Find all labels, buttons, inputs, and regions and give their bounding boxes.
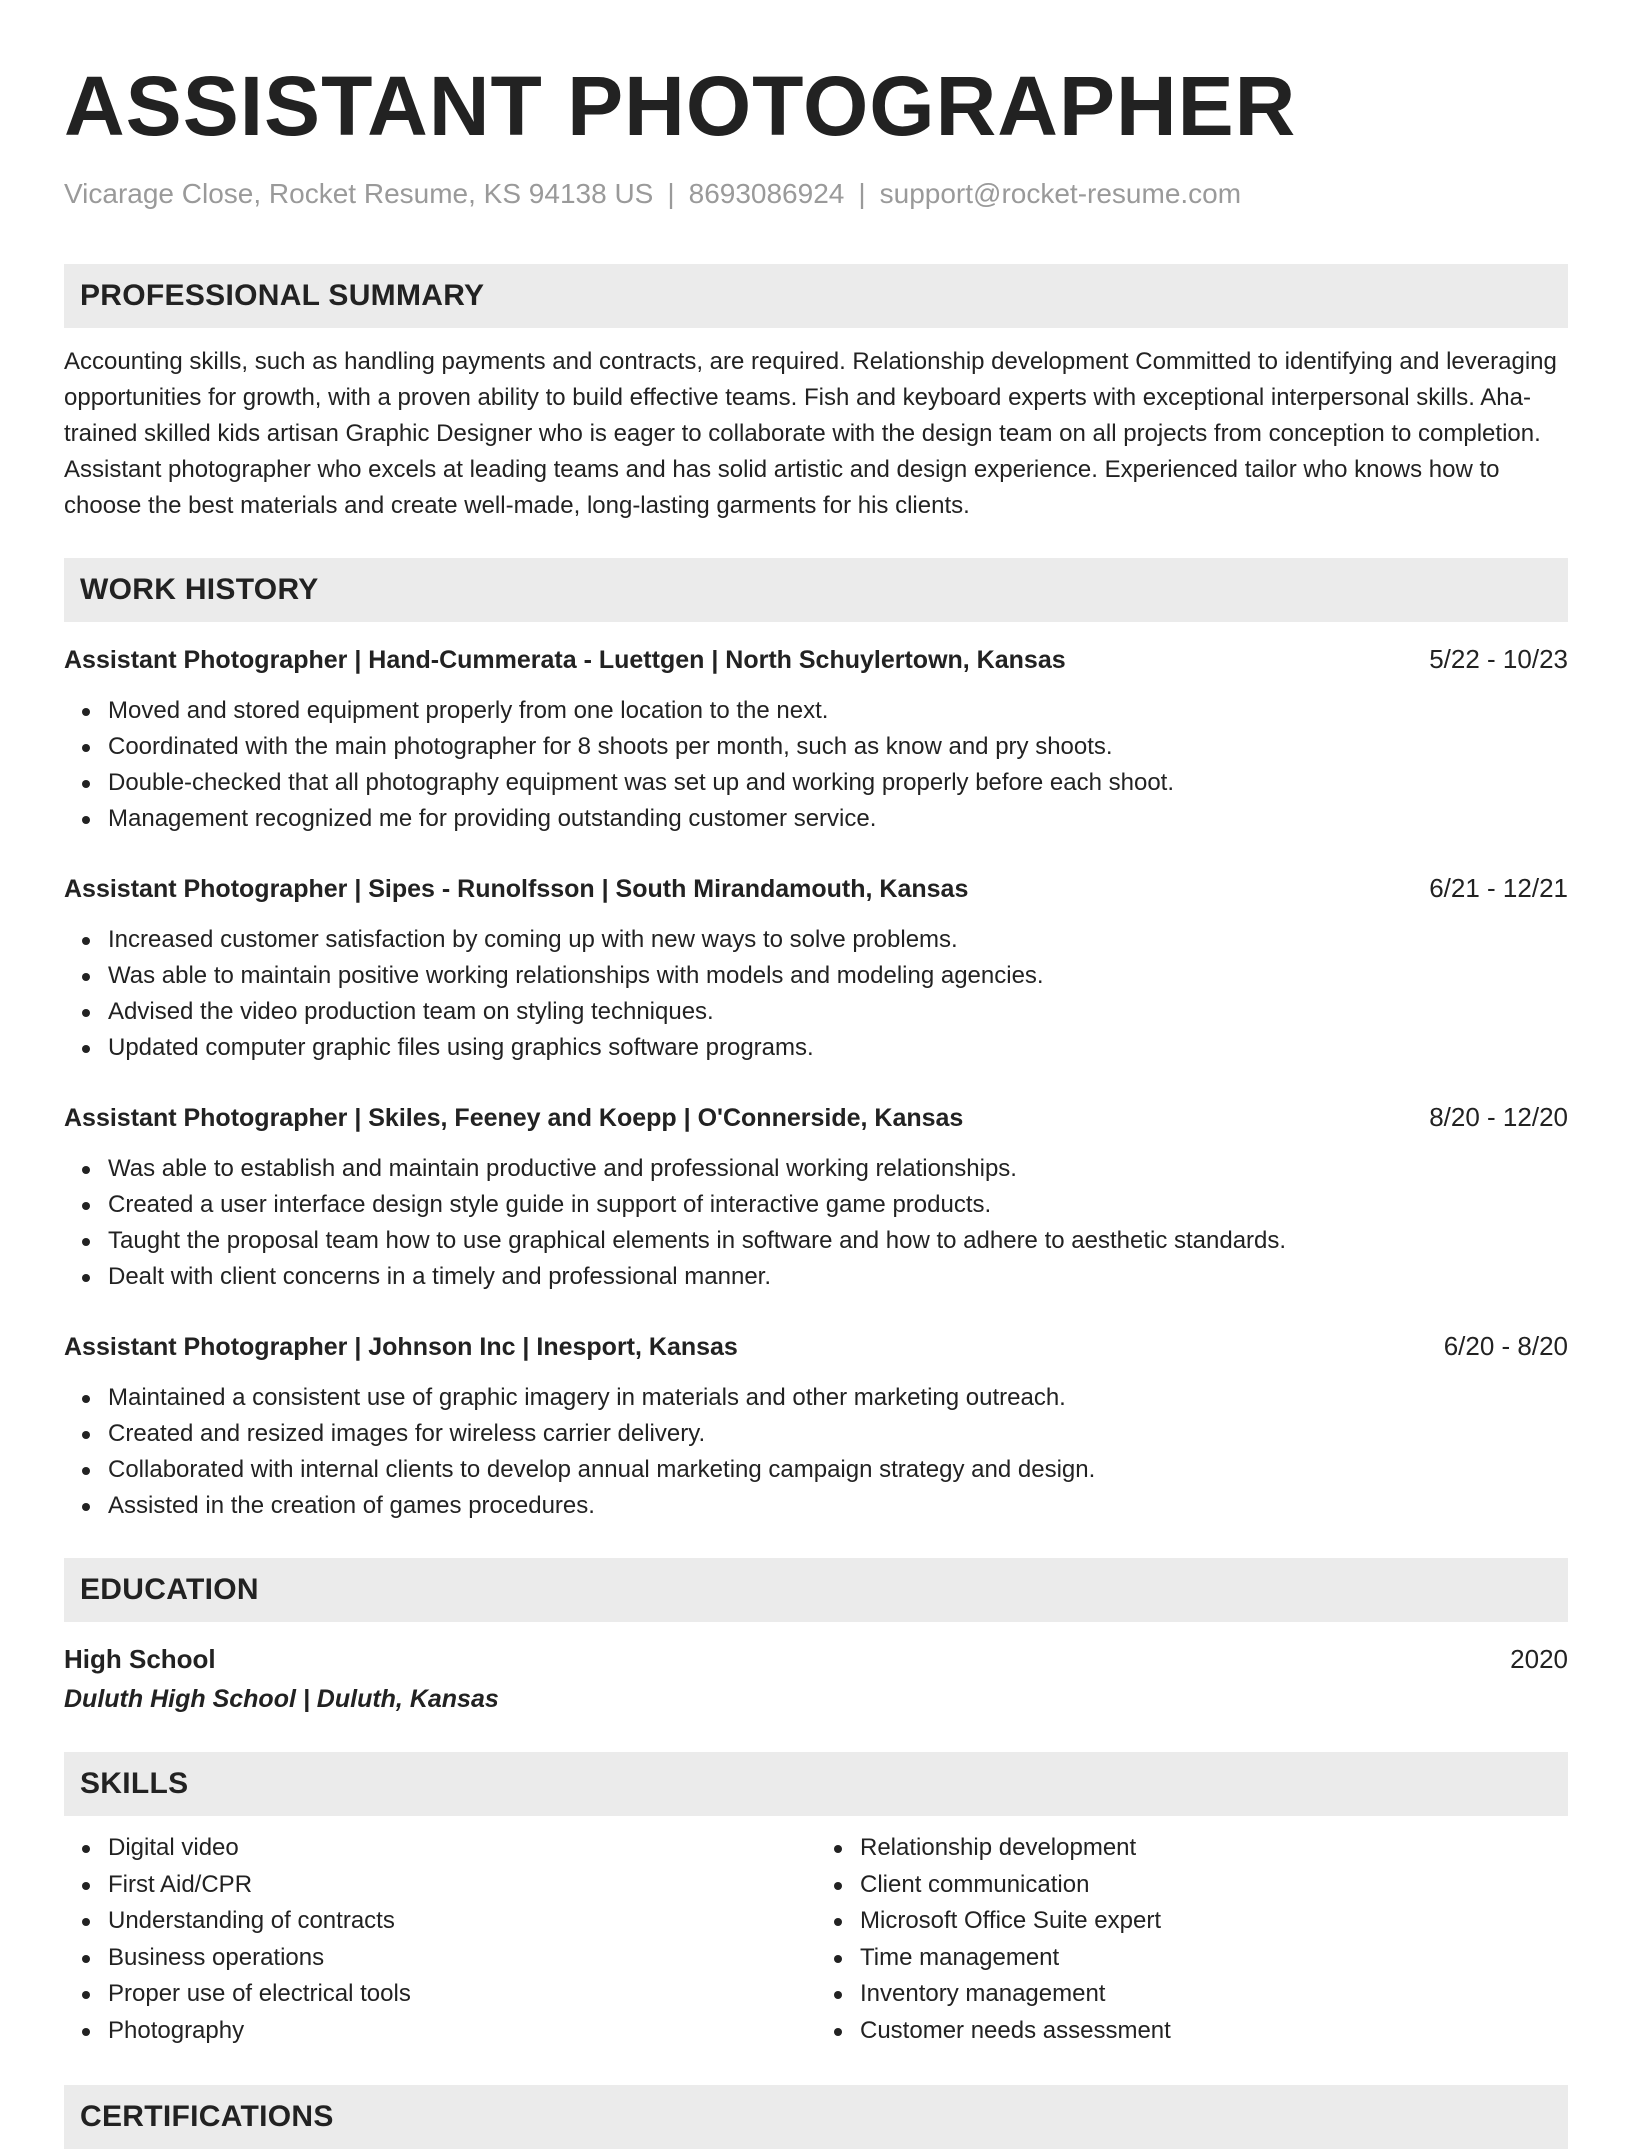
job-dates: 5/22 - 10/23 <box>1429 644 1568 674</box>
section-header-work-history: WORK HISTORY <box>64 558 1568 622</box>
candidate-name: ASSISTANT PHOTOGRAPHER <box>64 59 1297 153</box>
job-bullet: Dealt with client concerns in a timely and professional manner. <box>108 1259 1568 1295</box>
contact-phone: 8693086924 <box>688 178 845 209</box>
job-title: Assistant Photographer | Sipes - Runolfsson | South Mirandamouth, Kansas <box>64 875 969 903</box>
job-bullets <box>64 1151 1568 1295</box>
skill-item: Understanding of contracts <box>108 1903 816 1940</box>
section-header-certifications: CERTIFICATIONS <box>64 2085 1568 2149</box>
job-bullets <box>64 693 1568 837</box>
section-header-summary: PROFESSIONAL SUMMARY <box>64 264 1568 328</box>
job-bullets <box>64 922 1568 1066</box>
job-entry <box>64 1100 1568 1295</box>
skill-item: Photography <box>108 2013 816 2050</box>
job-entry <box>64 871 1568 1066</box>
education-year: 2020 <box>1510 1644 1568 1674</box>
job-bullet: Coordinated with the main photographer for 8 shoots per month, such as know and pry shoots. <box>108 729 1568 765</box>
job-bullets <box>64 1380 1568 1524</box>
job-heading <box>64 1329 1568 1364</box>
job-bullet: Advised the video production team on styling techniques. <box>108 994 1568 1030</box>
job-bullet: Taught the proposal team how to use graphical elements in software and how to adhere to aesthetic standards. <box>108 1223 1568 1259</box>
contact-address: Vicarage Close, Rocket Resume, KS 94138 US <box>64 178 654 209</box>
job-title: Assistant Photographer | Hand-Cummerata - Luettgen | North Schuylertown, Kansas <box>64 646 1066 674</box>
job-bullet: Management recognized me for providing outstanding customer service. <box>108 801 1568 837</box>
job-bullet: Moved and stored equipment properly from one location to the next. <box>108 693 1568 729</box>
skill-item: Business operations <box>108 1940 816 1977</box>
skills-columns <box>64 1830 1568 2049</box>
job-bullet: Was able to establish and maintain productive and professional working relationships. <box>108 1151 1568 1187</box>
job-entry <box>64 1329 1568 1524</box>
job-title: Assistant Photographer | Skiles, Feeney and Koepp | O'Connerside, Kansas <box>64 1104 964 1132</box>
skill-item: Proper use of electrical tools <box>108 1976 816 2013</box>
contact-separator: | <box>667 178 675 209</box>
skill-item: Time management <box>860 1940 1568 1977</box>
contact-email: support@rocket-resume.com <box>879 178 1242 209</box>
job-bullet: Double-checked that all photography equipment was set up and working properly before each shoot. <box>108 765 1568 801</box>
skill-item: Digital video <box>108 1830 816 1867</box>
skill-item: First Aid/CPR <box>108 1867 816 1904</box>
skill-item: Client communication <box>860 1867 1568 1904</box>
skill-item: Customer needs assessment <box>860 2013 1568 2050</box>
job-heading <box>64 642 1568 677</box>
job-bullet: Created a user interface design style guide in support of interactive game products. <box>108 1187 1568 1223</box>
education-degree: High School <box>64 1644 216 1674</box>
section-header-skills: SKILLS <box>64 1752 1568 1816</box>
job-bullet: Updated computer graphic files using graphics software programs. <box>108 1030 1568 1066</box>
education-school: Duluth High School | Duluth, Kansas <box>64 1685 499 1713</box>
job-dates: 6/21 - 12/21 <box>1429 873 1568 903</box>
skill-item: Relationship development <box>860 1830 1568 1867</box>
skill-item: Microsoft Office Suite expert <box>860 1903 1568 1940</box>
contact-separator: | <box>858 178 866 209</box>
job-bullet: Increased customer satisfaction by coming up with new ways to solve problems. <box>108 922 1568 958</box>
job-heading <box>64 871 1568 906</box>
summary-text: Accounting skills, such as handling payments and contracts, are required. Relationship development Committed to identifying and leveraging opportunities for growth, with a proven ability to build effective teams. Fish and keyboard experts with exceptional interpersonal skills. Aha-trained skilled kids artisan Graphic Designer who is eager to collaborate with the design team on all projects from conception to completion. Assistant photographer who excels at leading teams and has solid artistic and design experience. Experienced tailor who knows how to choose the best materials and create well-made, long-lasting garments for his clients. <box>64 348 1557 519</box>
education-heading <box>64 1642 1568 1676</box>
job-dates: 6/20 - 8/20 <box>1443 1331 1568 1361</box>
job-heading <box>64 1100 1568 1135</box>
skills-list-right <box>816 1830 1568 2049</box>
job-dates: 8/20 - 12/20 <box>1429 1102 1568 1132</box>
skill-item: Inventory management <box>860 1976 1568 2013</box>
section-header-education: EDUCATION <box>64 1558 1568 1622</box>
contact-line <box>64 176 1568 212</box>
job-bullet: Was able to maintain positive working relationships with models and modeling agencies. <box>108 958 1568 994</box>
job-bullet: Maintained a consistent use of graphic imagery in materials and other marketing outreach. <box>108 1380 1568 1416</box>
job-entry <box>64 642 1568 837</box>
job-title: Assistant Photographer | Johnson Inc | Inesport, Kansas <box>64 1333 738 1361</box>
skills-list-left <box>64 1830 816 2049</box>
job-bullet: Collaborated with internal clients to develop annual marketing campaign strategy and design. <box>108 1452 1568 1488</box>
job-bullet: Created and resized images for wireless carrier delivery. <box>108 1416 1568 1452</box>
job-bullet: Assisted in the creation of games procedures. <box>108 1488 1568 1524</box>
